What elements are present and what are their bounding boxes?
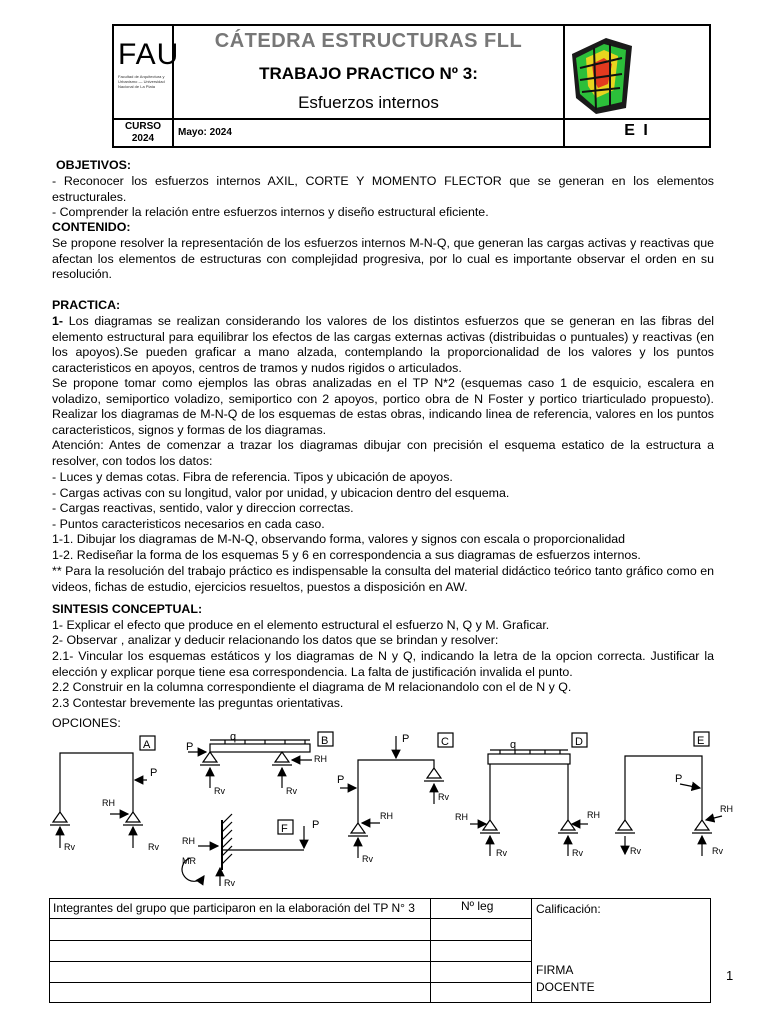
- sintesis-item: 2- Observar , analizar y deducir relacionando los datos que se brindan y resolver:: [52, 633, 499, 647]
- practica-heading: PRACTICA:: [52, 298, 121, 312]
- table-row-line: [49, 918, 531, 919]
- contenido-text: Se propone resolver la representación de los esfuerzos internos M-N-Q, que generan las cargas activas y reactivas que afectan los elementos de estructuras con complejidad progresiva, por lo cual es importante observar el orden en su resolución.: [52, 236, 714, 282]
- list-item: 1-1. Dibujar los diagramas de M-N-Q, observando forma, valores y signos con escala o proporcionalidad: [52, 532, 626, 546]
- label-p: P: [675, 773, 683, 785]
- diagram-letter-b: B: [321, 735, 329, 747]
- table-header-leg: Nº leg: [461, 899, 494, 913]
- diagram-letter-e: E: [697, 735, 705, 747]
- label-rv: Rv: [214, 786, 225, 796]
- diagram-letter-d: D: [575, 736, 583, 748]
- label-rh: RH: [182, 836, 195, 846]
- objetivos-heading: OBJETIVOS:: [56, 158, 132, 172]
- sintesis-item: 2.2 Construir en la columna correspondiente el diagrama de M relacionandolo con el de N y Q.: [52, 680, 572, 694]
- table-header-members: Integrantes del grupo que participaron en la elaboración del TP N° 3: [53, 901, 415, 915]
- curso-text: CURSO: [124, 121, 162, 132]
- label-rh: RH: [720, 804, 733, 814]
- diagram-letter-f: F: [281, 823, 288, 835]
- label-p: P: [150, 767, 158, 779]
- docente-label: DOCENTE: [536, 980, 595, 994]
- fau-logo: FAU: [118, 38, 180, 71]
- objetivo-2: - Comprender la relación entre esfuerzos internos y diseño estructural eficiente.: [52, 205, 489, 219]
- label-q: q: [510, 739, 517, 751]
- list-item: - Cargas activas con su longitud, valor por unidad, y ubicacion dentro del esquema.: [52, 486, 510, 500]
- list-item: 1-2. Rediseñar la forma de los esquemas 5 y 6 en correspondencia a sus diagramas de esfuerzos internos.: [52, 548, 641, 562]
- label-rv: Rv: [362, 854, 373, 864]
- date-label: Mayo: 2024: [178, 127, 232, 138]
- objetivo-1: - Reconocer los esfuerzos internos AXIL, CORTE Y MOMENTO FLECTOR que se generan en los elementos estructurales.: [52, 174, 714, 204]
- list-item: - Cargas reactivas, sentido, valor y direccion correctas.: [52, 501, 354, 515]
- frame-c: [358, 760, 434, 823]
- label-p: P: [337, 774, 345, 786]
- diagram-letter-a: A: [143, 739, 151, 751]
- structure-model-image: [566, 28, 634, 116]
- frame-a: [60, 753, 133, 812]
- frame-e: [625, 756, 702, 820]
- label-rv: Rv: [224, 878, 235, 888]
- tp-title: TRABAJO PRACTICO Nº 3:: [259, 64, 478, 83]
- practica-paragraph-2: Se propone tomar como ejemplos las obras analizadas en el TP N*2 (esquemas caso 1 de esquicio, escalera en voladizo, semiportico voladizo, semiportico con 2 apoyos, portico obra de N Foster y portico triarticulado propuesto). Realizar los diagramas de M-N-Q de los esquemas de estas obras, indicando linea de referencia, valores en los puntos caracteristicos, signos y formas de los diagramas.: [52, 376, 714, 437]
- label-p: P: [402, 733, 410, 745]
- label-rv: Rv: [496, 848, 507, 858]
- label-rh: RH: [587, 810, 600, 820]
- label-rv: Rv: [712, 846, 723, 856]
- list-item: - Luces y demas cotas. Fibra de referencia. Tipos y ubicación de apoyos.: [52, 470, 453, 484]
- table-header-grade: Calificación:: [536, 902, 601, 916]
- catedra-title: CÁTEDRA ESTRUCTURAS FLL: [214, 30, 523, 52]
- label-rv: Rv: [286, 786, 297, 796]
- practica-paragraph-3: Atención: Antes de comenzar a trazar los diagramas dibujar con precisión el esquema estatico de la estructura a resolver, con todos los datos:: [52, 438, 714, 468]
- label-rv: Rv: [572, 848, 583, 858]
- structural-options-diagram: [0, 728, 768, 893]
- fau-logo-subtext: Facultad de Arquitectura y Urbanismo — Universidad Nacional de La Plata: [118, 74, 165, 89]
- practica-paragraph-1: [52, 314, 714, 376]
- practica-p1-text: Los diagramas se realizan considerando los valores de los distintos esfuerzos que se generan en las fibras del elemento estructural para equilibrar los efectos de las cargas externas activas (distribuidas o puntuales) y reactivas (en los apoyos).Se pueden graficar a mano alzada, contemplando la proporcionalidad de los valores y los puntos caracteristicos en apoyos, centros de tramos y nudos rigidos o articulados.: [52, 314, 714, 375]
- label-rv: Rv: [64, 842, 75, 852]
- sintesis-heading: SINTESIS CONCEPTUAL:: [52, 602, 203, 616]
- label-rh: RH: [455, 812, 468, 822]
- label-rh: RH: [314, 754, 327, 764]
- sintesis-item: 2.3 Contestar brevemente las preguntas orientativas.: [52, 696, 344, 710]
- label-p: P: [312, 819, 320, 831]
- level-label: E I: [624, 122, 650, 139]
- curso-year: 2024: [131, 133, 155, 144]
- note-paragraph: ** Para la resolución del trabajo práctico es indispensable la consulta del material didáctico teórico tanto gráfico como en videos, fichas de estudio, ejercicios resueltos, puestos a disposición en AW.: [52, 564, 714, 594]
- table-row-line: [49, 982, 531, 983]
- subject-title: Esfuerzos internos: [298, 93, 439, 112]
- label-rv: Rv: [148, 842, 159, 852]
- table-divider: [531, 898, 532, 1003]
- label-rh: RH: [102, 798, 115, 808]
- diagram-letter-c: C: [441, 736, 449, 748]
- label-q: q: [230, 731, 237, 743]
- beam-b: [210, 744, 310, 752]
- practica-number: 1-: [52, 314, 64, 328]
- contenido-heading: CONTENIDO:: [52, 220, 131, 234]
- label-rh: RH: [380, 811, 393, 821]
- table-row-line: [49, 961, 531, 962]
- sintesis-item: 1- Explicar el efecto que produce en el elemento estructural el esfuerzo N, Q y M. Graficar.: [52, 618, 550, 632]
- table-row-line: [49, 940, 531, 941]
- firma-label: FIRMA: [536, 963, 574, 977]
- table-divider: [430, 898, 431, 1003]
- list-item: - Puntos caracteristicos necesarios en cada caso.: [52, 517, 325, 531]
- label-rv: Rv: [438, 792, 449, 802]
- label-mr: MR: [182, 856, 196, 866]
- sintesis-item: 2.1- Vincular los esquemas estáticos y los diagramas de N y Q, indicando la letra de la opcion correcta. Justificar la elección y explicar porque tiene esa correspondencia. La falta de justificación invalida el punto.: [52, 649, 714, 679]
- opciones-heading: OPCIONES:: [52, 716, 121, 730]
- beam-d: [488, 754, 570, 764]
- label-rv: Rv: [630, 846, 641, 856]
- label-p: P: [186, 741, 194, 753]
- page-number: 1: [726, 968, 734, 983]
- curso-label: [114, 121, 172, 145]
- header-separator: [112, 118, 711, 120]
